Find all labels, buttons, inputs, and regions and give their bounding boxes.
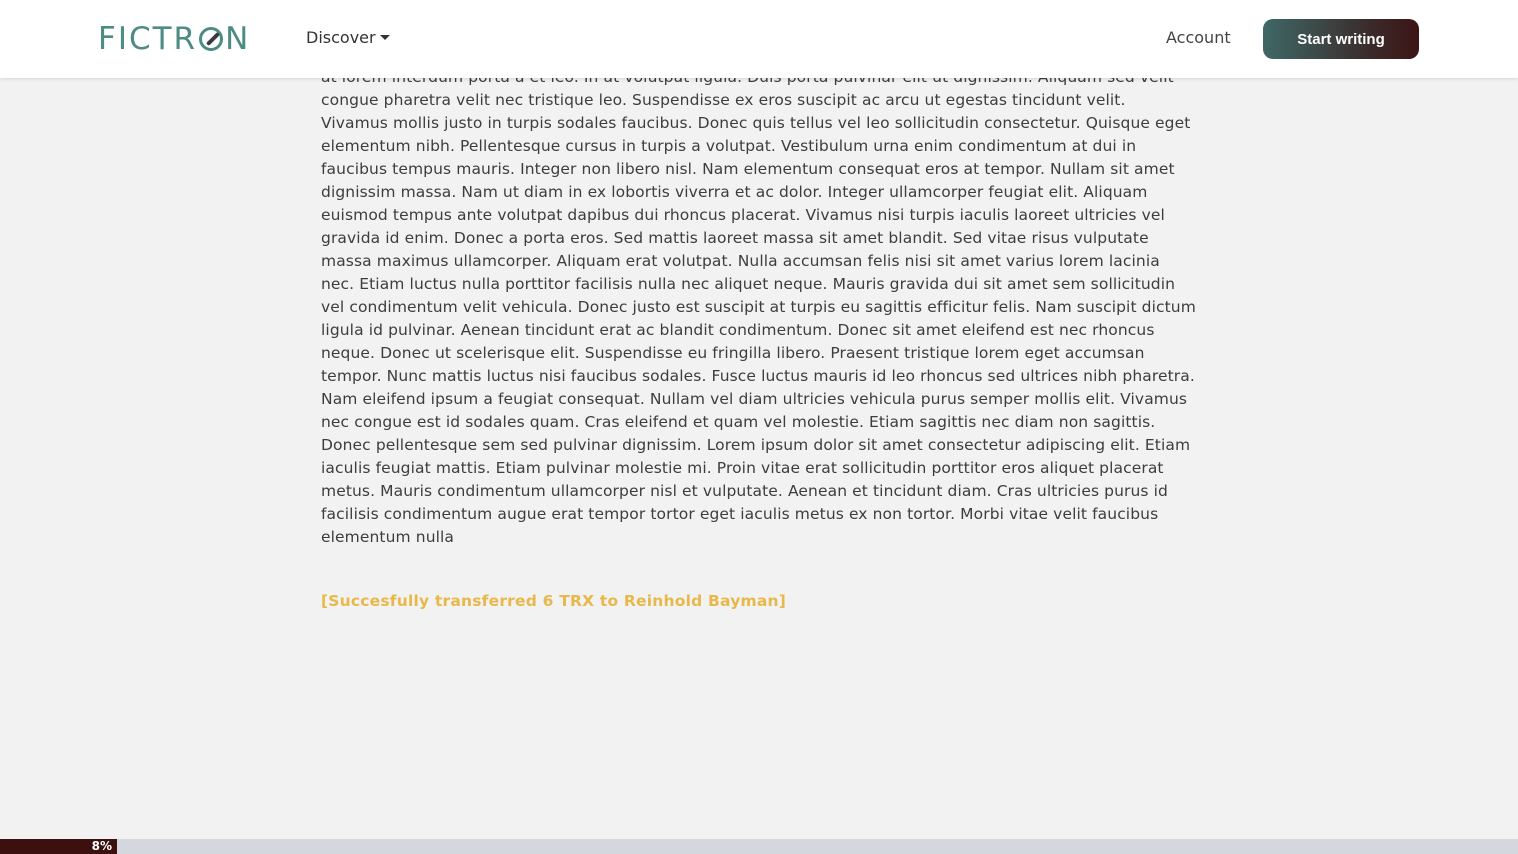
story-body bbox=[321, 66, 1197, 549]
quill-o-icon bbox=[199, 27, 223, 51]
caret-down-icon bbox=[380, 35, 390, 40]
start-writing-button[interactable]: Start writing bbox=[1263, 19, 1419, 59]
logo-text-right: N bbox=[225, 21, 251, 57]
top-navbar bbox=[0, 0, 1518, 78]
logo-text-left: FICTR bbox=[98, 21, 198, 57]
account-link[interactable]: Account bbox=[1166, 28, 1231, 47]
discover-dropdown[interactable] bbox=[306, 28, 390, 47]
reading-progress-bar bbox=[0, 839, 1518, 854]
fictron-logo[interactable] bbox=[98, 22, 250, 56]
discover-label: Discover bbox=[306, 28, 376, 47]
transfer-notice: [Succesfully transferred 6 TRX to Reinhold Bayman] bbox=[321, 592, 787, 610]
story-paragraph: congue pharetra velit nec tristique leo. Suspendisse ex eros suscipit ac arcu ut egestas tincidunt velit. Vivamus mollis justo in turpis sodales faucibus. Donec quis tellus vel leo sollicitudin consectetur. Quisque eget elementum nibh. Pellentesque cursus in turpis a volutpat. Vestibulum urna enim condimentum at dui in faucibus tempus mauris. Integer non libero nisl. Nam elementum consequat eros at tempor. Nullam sit amet dignissim massa. Nam ut diam in ex lobortis viverra et ac dolor. Integer ullamcorper feugiat elit. Aliquam euismod tempus ante volutpat dapibus dui rhoncus placerat. Vivamus nisi turpis iaculis laoreet ultricies vel gravida id enim. Donec a porta eros. Sed mattis laoreet massa sit amet blandit. Sed vitae risus vulputate massa maximus ullamcorper. Aliquam erat volutpat. Nulla accumsan felis nisi sit amet varius lorem lacinia nec. Etiam luctus nulla porttitor facilisis nulla nec aliquet neque. Mauris gravida dui sit amet sem sollicitudin vel condimentum velit vehicula. Donec justo est suscipit at turpis eu sagittis efficitur felis. Nam suscipit dictum ligula id pulvinar. Aenean tincidunt erat ac blandit condimentum. Donec sit amet eleifend est nec rhoncus neque. Donec ut scelerisque elit. Suspendisse eu fringilla libero. Praesent tristique lorem eget accumsan tempor. Nunc mattis luctus nisi faucibus sodales. Fusce luctus mauris id leo rhoncus sed ultrices nibh pharetra. Nam eleifend ipsum a feugiat consequat. Nullam vel diam ultricies vehicula purus semper mollis elit. Vivamus nec congue est id sodales quam. Cras eleifend et quam vel molestie. Etiam sagittis nec diam non sagittis. Donec pellentesque sem sed pulvinar dignissim. Lorem ipsum dolor sit amet consectetur adipiscing elit. Etiam iaculis feugiat mattis. Etiam pulvinar molestie mi. Proin vitae erat sollicitudin porttitor eros aliquet placerat metus. Mauris condimentum ullamcorper nisl et vulputate. Aenean et tincidunt diam. Cras ultricies purus id facilisis condimentum augue erat tempor tortor eget iaculis metus ex non tortor. Morbi vitae velit faucibus elementum nulla bbox=[321, 91, 1196, 546]
reading-progress-fill: 8% bbox=[0, 839, 117, 854]
